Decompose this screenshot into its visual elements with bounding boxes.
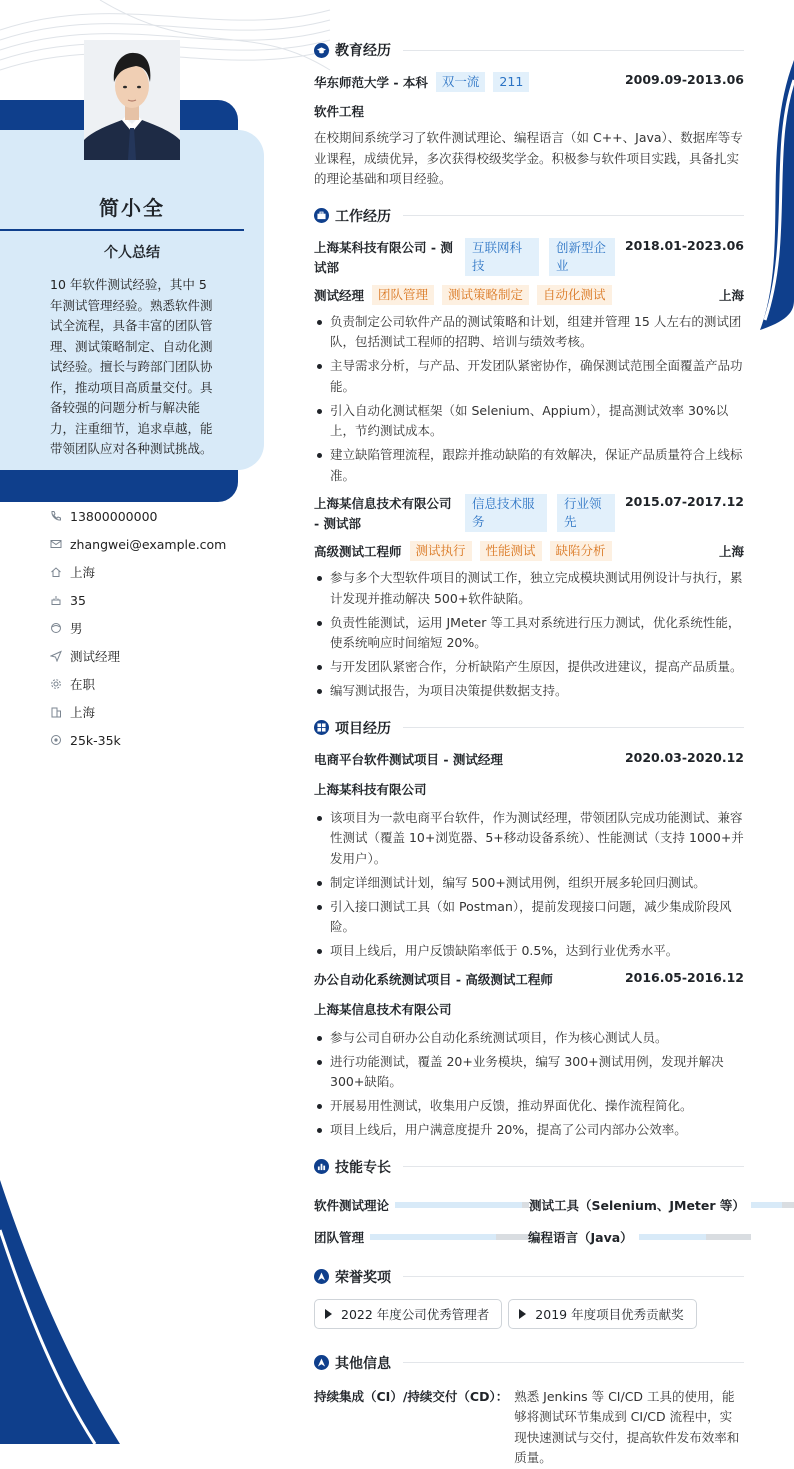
job-entry [314,494,744,702]
role-tag: 团队管理 [372,285,434,305]
major: 软件工程 [314,104,365,119]
skill-bar [395,1202,529,1208]
other-title: 其他信息 [335,1355,391,1372]
list-item: 建立缺陷管理流程，跟踪并推动缺陷的有效解决，保证产品质量符合上线标准。 [314,445,744,486]
education-row [314,72,744,96]
other-label: 持续集成（CI）/持续交付（CD）： [314,1388,509,1404]
home-icon [50,566,62,578]
skills-title: 技能专长 [335,1159,391,1176]
job-date: 2015.07-2017.12 [624,494,744,509]
project-entry [314,970,744,1141]
other-header [314,1351,744,1375]
building-icon [50,706,62,718]
education-description: 在校期间系统学习了软件测试理论、编程语言（如 C++、Java）、数据库等专业课程，成绩优异，多次获得校级奖学金。积极参与软件项目实践，具备扎实的理论基础和项目经验。 [314,130,743,186]
info-icon [314,1355,329,1370]
contact-list [50,502,226,754]
role-tag: 测试执行 [410,541,472,561]
list-item: 编写测试报告，为项目决策提供数据支持。 [314,681,744,702]
bar-chart-icon [314,1159,329,1174]
other-info-row [314,1387,744,1469]
send-icon [50,650,62,662]
list-item: 制定详细测试计划，编写 500+测试用例，组织开展多轮回归测试。 [314,873,744,894]
play-icon [519,1309,526,1319]
skill-name: 团队管理 [314,1229,365,1245]
project-entry [314,750,744,962]
salary-icon [50,734,62,746]
company-tag: 互联网科技 [465,238,539,276]
awards-title: 荣誉奖项 [335,1269,391,1286]
skill-bar-fill [751,1202,782,1208]
graduation-cap-icon [314,43,329,58]
award-item: 2022 年度公司优秀管理者 [314,1299,502,1329]
education-date: 2009.09-2013.06 [624,72,744,87]
company-name: 上海某信息技术有限公司 - 测试部 [314,496,452,531]
mail-icon [50,538,62,550]
list-item: 主导需求分析，与产品、开发团队紧密协作，确保测试范围全面覆盖产品功能。 [314,356,744,397]
education-header [314,38,744,62]
award-icon [314,1269,329,1284]
list-item: 项目上线后，用户反馈缺陷率低于 0.5%，达到行业优秀水平。 [314,941,744,962]
name-divider [0,229,244,231]
skill-bar-fill [639,1234,706,1240]
skill-item [314,1228,528,1246]
skill-name: 软件测试理论 [314,1197,390,1213]
main-content [314,38,744,1469]
role-tag: 测试策略制定 [442,285,529,305]
job-bullets [314,312,744,487]
role-tag: 性能测试 [480,541,542,561]
list-item: 引入自动化测试框架（如 Selenium、Appium），提高测试效率 30%以上，节约测试成本。 [314,401,744,442]
project-company: 上海某科技有限公司 [314,781,427,797]
list-item: 负责性能测试，运用 JMeter 等工具对系统进行压力测试，优化系统性能，使系统响应时间缩短 20%。 [314,613,744,654]
skill-bar [751,1202,794,1208]
list-item: 参与公司自研办公自动化系统测试项目，作为核心测试人员。 [314,1028,744,1049]
contact-status: 在职 [50,670,226,698]
company-tag: 行业领先 [557,494,615,532]
job-city: 上海 [718,544,744,559]
job-role: 测试经理 [314,287,365,303]
list-item: 与开发团队紧密合作，分析缺陷产生原因，提供改进建议，提高产品质量。 [314,657,744,678]
gender-icon [50,622,62,634]
school-name: 华东师范大学 - 本科 [314,75,428,90]
contact-location: 上海 [50,558,226,586]
skill-bar-fill [370,1234,496,1240]
skill-name: 测试工具（Selenium、JMeter 等） [529,1197,745,1213]
age-icon [50,594,62,606]
project-company: 上海某信息技术有限公司 [314,1001,452,1017]
education-title: 教育经历 [335,43,391,59]
projects-title: 项目经历 [335,720,391,737]
skill-bar [370,1234,528,1240]
list-item: 引入接口测试工具（如 Postman），提前发现接口问题，减少集成阶段风险。 [314,897,744,938]
work-header [314,204,744,228]
project-date: 2016.05-2016.12 [624,969,744,985]
briefcase-icon [314,208,329,223]
award-item: 2019 年度项目优秀贡献奖 [508,1299,696,1329]
avatar-photo [84,40,180,160]
school-tag: 211 [493,72,529,92]
left-band-bottom [0,470,238,502]
phone-icon [50,510,62,522]
skill-bar [639,1234,751,1240]
play-icon [325,1309,332,1319]
projects-header [314,716,744,740]
project-date: 2020.03-2020.12 [624,749,744,765]
skills-header [314,1155,744,1179]
skill-item [314,1196,529,1214]
summary-title: 个人总结 [104,245,160,261]
company-name: 上海某科技有限公司 - 测试部 [314,239,453,275]
skill-item [529,1196,794,1214]
grid-icon [314,720,329,735]
contact-work-city: 上海 [50,698,226,726]
skill-item [528,1228,751,1246]
project-name: 电商平台软件测试项目 - 测试经理 [314,751,503,767]
contact-salary: 25k-35k [50,726,226,754]
project-name: 办公自动化系统测试项目 - 高级测试工程师 [314,971,553,987]
list-item: 项目上线后，用户满意度提升 20%，提高了公司内部办公效率。 [314,1120,744,1141]
job-bullets [314,568,744,702]
list-item: 进行功能测试，覆盖 20+业务模块，编写 300+测试用例，发现并解决 300+缺陷。 [314,1052,744,1093]
contact-position: 测试经理 [50,642,226,670]
skill-bar-fill [395,1202,522,1208]
company-tag: 创新型企业 [549,238,615,276]
company-tag: 信息技术服务 [465,494,547,532]
skill-name: 编程语言（Java） [528,1229,633,1245]
list-item: 参与多个大型软件项目的测试工作，独立完成模块测试用例设计与执行，累计发现并推动解决 500+软件缺陷。 [314,568,744,609]
other-value: 熟悉 Jenkins 等 CI/CD 工具的使用，能够将测试环节集成到 CI/CD 流程中，实现快速测试与交付，提高软件发布效率和质量。 [514,1388,740,1465]
project-bullets [314,808,744,962]
job-entry [314,238,744,487]
school-tag: 双一流 [436,72,486,92]
list-item: 该项目为一款电商平台软件，作为测试经理，带领团队完成功能测试、兼容性测试（覆盖 10+浏览器、5+移动设备系统）、性能测试（支持 1000+并发用户）。 [314,808,744,870]
contact-phone: 13800000000 [50,502,226,530]
list-item: 负责制定公司软件产品的测试策略和计划，组建并管理 15 人左右的测试团队，包括测试工程师的招聘、培训与绩效考核。 [314,312,744,353]
job-date: 2018.01-2023.06 [624,237,744,253]
candidate-name: 简小全 [99,196,165,220]
role-tag: 自动化测试 [537,285,612,305]
award-list [314,1299,744,1329]
awards-header [314,1265,744,1289]
job-city: 上海 [718,287,744,303]
project-bullets [314,1028,744,1141]
job-role: 高级测试工程师 [314,544,402,559]
gear-icon [50,678,62,690]
work-title: 工作经历 [335,208,391,225]
list-item: 开展易用性测试，收集用户反馈，推动界面优化、操作流程简化。 [314,1096,744,1117]
contact-gender: 男 [50,614,226,642]
summary-text: 10 年软件测试经验，其中 5 年测试管理经验。熟悉软件测试全流程，具备丰富的团队管理、测试策略制定、自动化测试经验。擅长与跨部门团队协作，推动项目高质量交付。具备较强的问题分析与解决能力，注重细节，追求卓越，能带领团队应对各种测试挑战。 [50,277,213,456]
role-tag: 缺陷分析 [550,541,612,561]
contact-age: 35 [50,586,226,614]
contact-email: zhangwei@example.com [50,530,226,558]
